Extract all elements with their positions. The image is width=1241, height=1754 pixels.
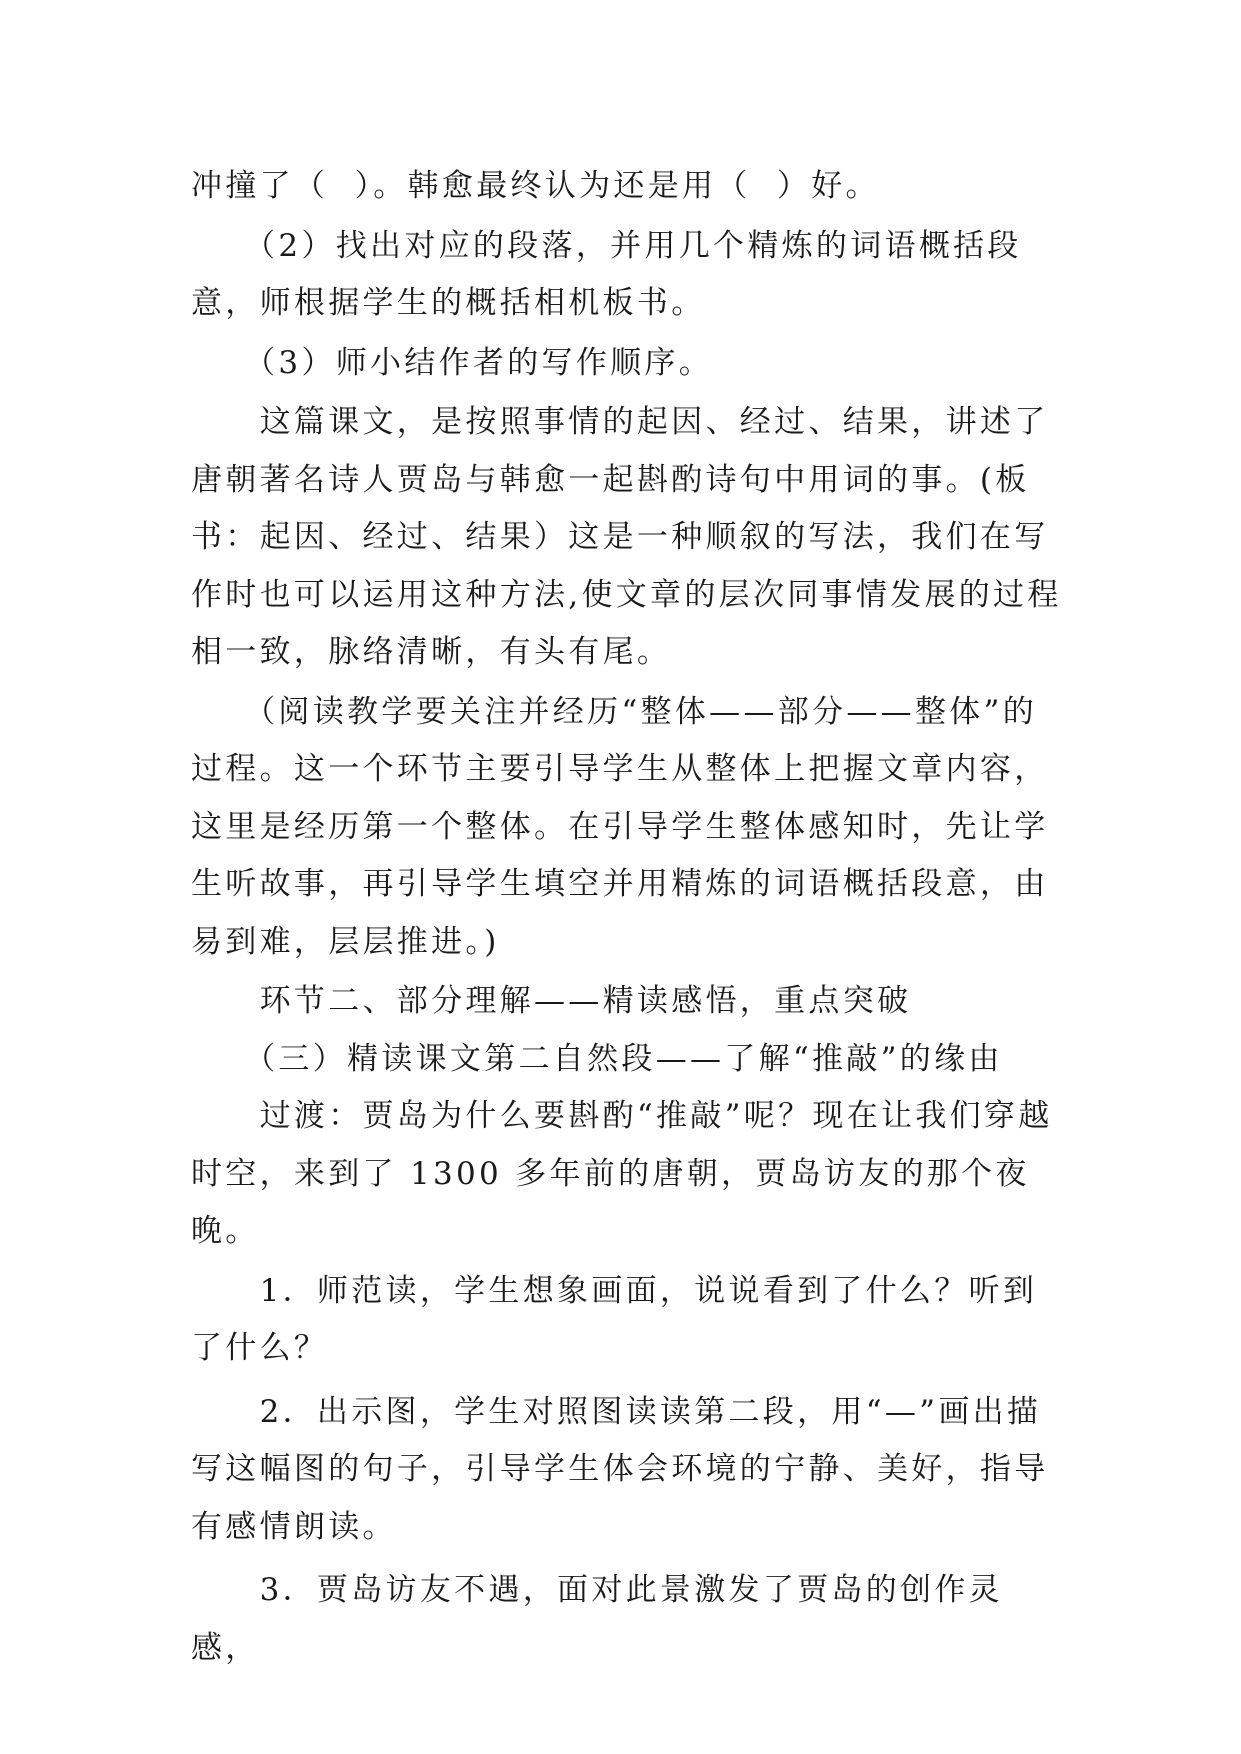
section-heading-part-two: 环节二、部分理解——精读感悟，重点突破 <box>191 983 912 1019</box>
paragraph-fill-blank: 冲撞了（ ）。韩愈最终认为还是用（ ）好。 <box>191 168 880 204</box>
document-body <box>191 158 1071 1677</box>
paragraph-transition: 过渡：贾岛为什么要斟酌“推敲”呢？现在让我们穿越时空，来到了 1300 多年前的唐朝，贾岛访友的那个夜晚。 <box>191 1098 1053 1249</box>
paragraph-step-3: （3）师小结作者的写作顺序。 <box>191 344 714 381</box>
paragraph-step-2: （2）找出对应的段落，并用几个精炼的词语概括段意，师根据学生的概括相机板书。 <box>191 227 1022 321</box>
subsection-heading-three: （三）精读课文第二自然段——了解“推敲”的缘由 <box>191 1040 1003 1077</box>
paragraph-summary: 这篇课文，是按照事情的起因、经过、结果，讲述了唐朝著名诗人贾岛与韩愈一起斟酌诗句中用词的事。(板书：起因、经过、结果）这是一种顺叙的写法，我们在写作时也可以运用这种方法,使文章的层次同事情发展的过程相一致，脉络清晰，有头有尾。 <box>191 404 1062 670</box>
list-item-1: 1．师范读，学生想象画面，说说看到了什么？听到了什么？ <box>191 1272 1038 1366</box>
list-item-3: 3．贾岛访友不遇，面对此景激发了贾岛的创作灵感， <box>191 1572 1003 1666</box>
list-item-2: 2．出示图，学生对照图读读第二段，用“—”画出描写这幅图的句子，引导学生体会环境的宁静、美好，指导有感情朗读。 <box>191 1393 1049 1545</box>
paragraph-teaching-note: （阅读教学要关注并经历“整体——部分——整体”的过程。这一个环节主要引导学生从整体上把握文章内容，这里是经历第一个整体。在引导学生整体感知时，先让学生听故事，再引导学生填空并用精炼的词语概括段意，由易到难，层层推进。) <box>191 693 1049 960</box>
